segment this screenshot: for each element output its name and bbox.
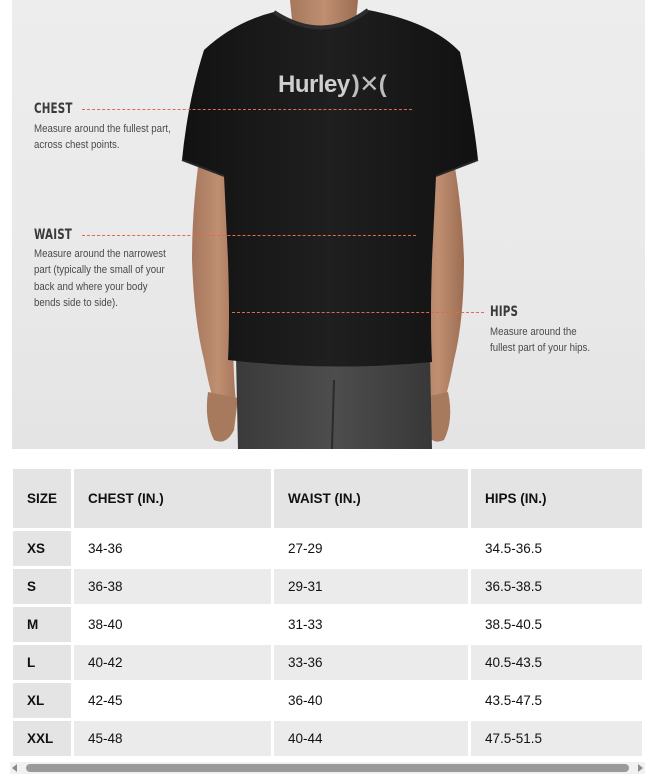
brand-mark-icon: )✕( <box>351 71 387 98</box>
scroll-right-arrow-icon[interactable] <box>638 764 643 772</box>
chest-label: CHEST <box>34 101 73 117</box>
scrollbar-thumb[interactable] <box>26 764 629 772</box>
waist-cell: 36-40 <box>274 683 468 718</box>
chest-cell: 34-36 <box>74 531 271 566</box>
size-guide-image <box>12 0 645 449</box>
shirt-brand-logo <box>278 70 386 99</box>
scroll-left-arrow-icon[interactable] <box>12 764 17 772</box>
waist-measure-line <box>82 235 416 236</box>
waist-cell: 33-36 <box>274 645 468 680</box>
chest-cell: 36-38 <box>74 569 271 604</box>
hips-cell: 43.5-47.5 <box>471 683 642 718</box>
size-cell: XL <box>13 683 71 718</box>
size-cell: M <box>13 607 71 642</box>
brand-text: Hurley <box>278 71 350 98</box>
size-cell: XS <box>13 531 71 566</box>
hips-cell: 47.5-51.5 <box>471 721 642 756</box>
size-column-header: SIZE <box>13 469 71 528</box>
waist-description-line1: Measure around the narrowest <box>34 248 166 260</box>
waist-column-header: WAIST (IN.) <box>274 469 468 528</box>
hips-column-header: HIPS (IN.) <box>471 469 642 528</box>
table-row <box>13 531 642 566</box>
size-cell: L <box>13 645 71 680</box>
waist-description-line4: bends side to side). <box>34 297 118 309</box>
size-chart-table <box>10 466 645 759</box>
table-row <box>13 683 642 718</box>
horizontal-scrollbar[interactable] <box>10 762 645 774</box>
table-header-row <box>13 469 642 528</box>
chest-cell: 45-48 <box>74 721 271 756</box>
waist-cell: 31-33 <box>274 607 468 642</box>
table-row <box>13 645 642 680</box>
size-cell: XXL <box>13 721 71 756</box>
waist-description-line3: back and where your body <box>34 281 148 293</box>
chest-cell: 40-42 <box>74 645 271 680</box>
chest-cell: 38-40 <box>74 607 271 642</box>
hips-label: HIPS <box>490 304 519 320</box>
hips-cell: 40.5-43.5 <box>471 645 642 680</box>
table-row <box>13 721 642 756</box>
model-figure <box>12 0 645 449</box>
size-cell: S <box>13 569 71 604</box>
table-row <box>13 607 642 642</box>
waist-cell: 40-44 <box>274 721 468 756</box>
waist-cell: 27-29 <box>274 531 468 566</box>
waist-cell: 29-31 <box>274 569 468 604</box>
hips-cell: 34.5-36.5 <box>471 531 642 566</box>
chest-cell: 42-45 <box>74 683 271 718</box>
table-row <box>13 569 642 604</box>
waist-description-line2: part (typically the small of your <box>34 264 165 276</box>
hips-cell: 38.5-40.5 <box>471 607 642 642</box>
chest-description-line1: Measure around the fullest part, <box>34 123 171 135</box>
hips-description-line1: Measure around the <box>490 326 577 338</box>
chest-column-header: CHEST (IN.) <box>74 469 271 528</box>
hips-measure-line <box>232 312 484 313</box>
waist-label: WAIST <box>34 227 73 243</box>
hips-description-line2: fullest part of your hips. <box>490 342 591 354</box>
chest-measure-line <box>82 109 412 110</box>
hips-cell: 36.5-38.5 <box>471 569 642 604</box>
chest-description-line2: across chest points. <box>34 139 120 151</box>
